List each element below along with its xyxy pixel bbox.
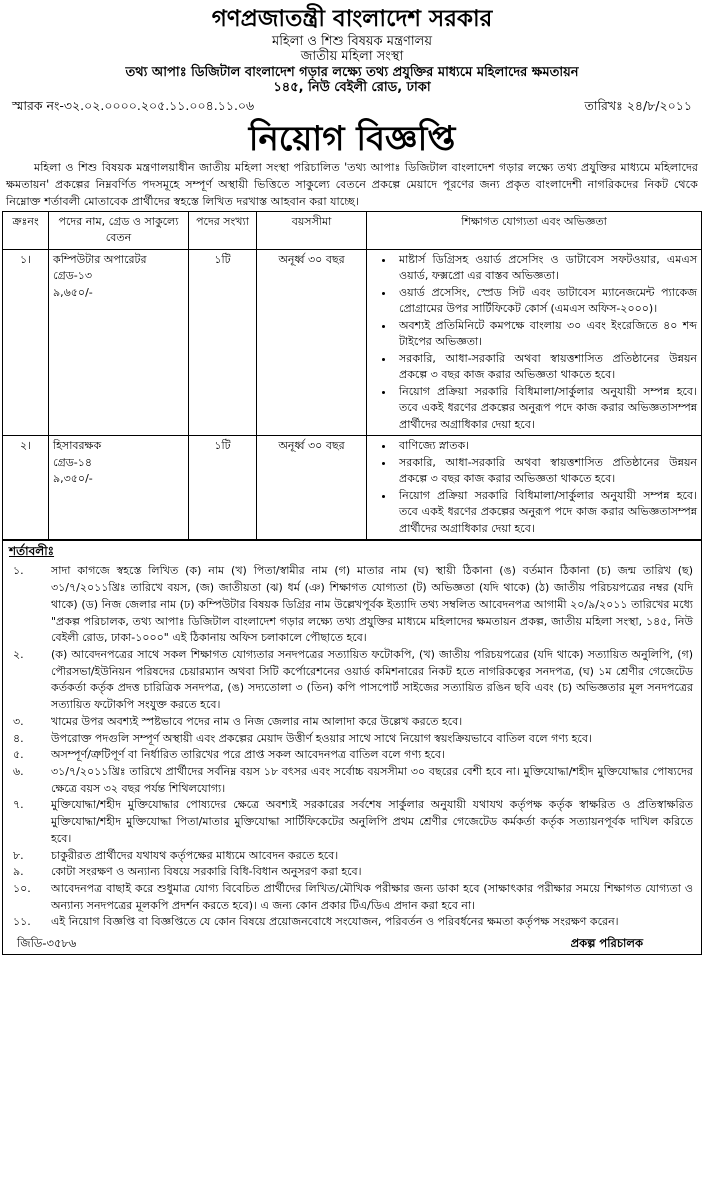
govt-title: গণপ্রজাতন্ত্রী বাংলাদেশ সরকার [211,6,493,32]
condition-number: ১. [13,564,24,578]
qualification-item: • সরকারি, আধা-সরকারি অথবা স্বায়ত্তশাসিত প্রতিষ্ঠানের উন্নয়ন প্রকল্পে ৩ বছর কাজ করার অভিজ্ঞতা থাকতে হবে। [395,455,697,488]
condition-item [3,864,701,881]
table-row [3,249,702,436]
notice-title: নিয়োগ বিজ্ঞপ্তি [248,118,456,159]
col-header-post: পদের নাম, গ্রেড ও সাকুল্যে বেতন [49,211,189,249]
qualification-item: • বাণিজ্যে স্নাতক। [395,438,697,455]
condition-number: ১০. [13,882,31,896]
gd-code: জিডি-৩৫৮৬ [17,936,77,951]
condition-number: ৪. [13,731,24,745]
post-grade: গ্রেড-১৪ [53,455,93,469]
condition-number: ৮. [13,848,24,862]
row-post-cell [49,249,189,436]
condition-text: কোটা সংরক্ষণ ও অন্যান্য বিষয়ে সরকারি বিধি-বিধান অনুসরণ করা হবে। [51,865,362,879]
condition-text: উপরোক্ত পদগুলি সম্পূর্ণ অস্থায়ী এবং প্রকল্পের মেয়াদ উত্তীর্ণ হওয়ার সাথে সাথে নিয়োগ স্বয়ংক্রিয়ভাবে বাতিল বলে গণ্য হবে। [51,731,592,745]
condition-item [3,714,701,731]
condition-text: খামের উপর অবশ্যই স্পষ্টভাবে পদের নাম ও নিজ জেলার নাম আলাদা করে উল্লেখ করতে হবে। [51,714,463,728]
condition-item [3,647,701,714]
row-post-cell [49,436,189,540]
condition-item [3,914,701,931]
qualification-item: • নিয়োগ প্রক্রিয়া সরকারি বিধিমালা/সার্কুলার অনুযায়ী সম্পন্ন হবে। তবে একই ধরণের প্রকল্পের অনুরূপ পদে কাজ করার অভিজ্ঞতাসম্পন্ন প্রার্থীদের অগ্রাধিকার দেয়া হবে। [395,488,697,538]
col-header-age: বয়সসীমা [257,211,367,249]
condition-number: ৯. [13,865,24,879]
condition-text: চাকুরীরত প্রার্থীদের যথাযথ কর্তৃপক্ষের মাধ্যমে আবেদন করতে হবে। [51,848,339,862]
condition-text: আবেদনপত্র বাছাই করে শুধুমাত্র যোগ্য বিবেচিত প্রার্থীদের লিখিত/মৌখিক পরীক্ষার জন্য ডাকা হবে (সাক্ষাৎকার পরীক্ষার সময়ে শিক্ষাগত যোগ্যতা ও অন্যান্য সনদপত্রের মূলকপি প্রদর্শন করতে হবে)। এ জন্য কোন প্রকার টিএ/ডিএ প্রদান করা হবে না। [51,882,693,912]
condition-item [3,764,701,797]
signatory: প্রকল্প পরিচালক [570,936,643,951]
project-name: তথ্য আপাঃ ডিজিটাল বাংলাদেশ গড়ার লক্ষ্যে তথ্য প্রযুক্তির মাধ্যমে মহিলাদের ক্ষমতায়ন [125,64,579,80]
condition-text: মুক্তিযোদ্ধা/শহীদ মুক্তিযোদ্ধার পোষ্যদের ক্ষেত্রে অবশ্যই সরকারের সর্বশেষ সার্কুলার অনুযায়ী যথাযথ কর্তৃপক্ষ কর্তৃক স্বাক্ষরিত ও প্রতিস্বাক্ষরিত মুক্তিযোদ্ধা/শহীদ মুক্তিযোদ্ধা পিতা/মাতার মুক্তিযোদ্ধা সার্টিফিকেটের অনুলিপি প্রথম শ্রেণীর গেজেটেড কর্মকর্তা কর্তৃক সত্যায়নপূর্বক দাখিল করিতে হবে। [51,798,693,845]
post-count: ১টি [189,249,257,436]
notice-footer [3,931,701,954]
office-address: ১৪৫, নিউ বেইলী রোড, ঢাকা [273,80,431,96]
org-name: জাতীয় মহিলা সংস্থা [300,49,404,65]
condition-text: ৩১/৭/২০১১খ্রিঃ তারিখে প্রার্থীদের সর্বনিম্ন বয়স ১৮ বৎসর এবং সর্বোচ্চ বয়সসীমা ৩০ বছরের বেশী হবে না। মুক্তিযোদ্ধা/শহীদ মুক্তিযোদ্ধার পোষ্যদের ক্ষেত্রে বয়স ৩২ বছর পর্যন্ত শিথিলযোগ্য। [51,764,693,795]
qualification-cell [367,249,702,436]
condition-text: এই নিয়োগ বিজ্ঞপ্তি বা বিজ্ঞপ্তিতে যে কোন বিষয়ে প্রয়োজনবোধে সংযোজন, পরিবর্তন ও পরিবর্ধনের ক্ষমতা কর্তৃপক্ষ সংরক্ষণ করেন। [51,915,619,929]
condition-number: ২. [13,647,24,661]
post-name: কম্পিউটার অপারেটর [53,252,147,266]
ministry-name: মহিলা ও শিশু বিষয়ক মন্ত্রণালয় [271,33,433,49]
condition-item [3,881,701,914]
row-sl: ২। [3,436,49,540]
qualification-list [371,438,697,537]
qualification-item: • অবশ্যই প্রতিমিনিটে কমপক্ষে বাংলায় ৩০ এবং ইংরেজিতে ৪০ শব্দ টাইপের অভিজ্ঞতা। [395,318,697,351]
condition-number: ৫. [13,748,24,762]
post-count: ১টি [189,436,257,540]
letterhead [0,0,704,96]
memo-number: স্মারক নং-৩২.০২.০০০০.২০৫.১১.০০৪.১১.০৬ [12,97,255,113]
memo-date: তারিখঃ ২৪/৮/২০১১ [584,97,692,113]
col-header-qualification: শিক্ষাগত যোগ্যতা এবং অভিজ্ঞতা [367,211,702,249]
post-salary: ৯,৬৫০/- [53,285,93,299]
condition-item [3,848,701,865]
condition-item [3,797,701,847]
age-limit: অনূর্ধ্ব ৩০ বছর [257,436,367,540]
row-sl: ১। [3,249,49,436]
condition-number: ১১. [13,915,31,929]
condition-text: (ক) আবেদনপত্রের সাথে সকল শিক্ষাগত যোগ্যতার সনদপত্রের সত্যায়িত ফটোকপি, (খ) জাতীয় পরিচয়পত্রের (যদি থাকে) সত্যায়িত অনুলিপি, (গ) পৌরসভা/ইউনিয়ন পরিষদের চেয়ারম্যান অথবা সিটি কর্পোরেশনের ওয়ার্ড কমিশনারের নিকট হতে নাগরিকত্বের সনদপত্র, (ঘ) ১ম শ্রেণীর গেজেটেড কর্তকর্তা কর্তৃক প্রদত্ত চারিত্রিক সনদপত্র, (ঙ) সদ্যতোলা ৩ (তিন) কপি পাসপোর্ট সাইজের সত্যায়িত রঙিন ছবি এবং (চ) অভিজ্ঞতার মূল সনদপত্রের সত্যায়িত ফটোকপি সংযুক্ত করতে হবে। [51,647,693,712]
condition-number: ৩. [13,714,24,728]
intro-paragraph: মহিলা ও শিশু বিষয়ক মন্ত্রণালয়াধীন জাতীয় মহিলা সংস্থা পরিচালিত 'তথ্য আপাঃ ডিজিটাল বাংলাদেশ গড়ার লক্ষ্যে তথ্য প্রযুক্তির মাধ্যমে মহিলাদের ক্ষমতায়ন' প্রকল্পের নিম্নবর্ণিত পদসমূহে সম্পূর্ণ অস্থায়ী ভিত্তিতে সাকুল্যে বেতনে প্রকল্পে মেয়াদে পূরণের জন্য প্রকৃত বাংলাদেশী নাগরিকদের নিকট থেকে নিম্নোক্ত শর্তাবলী মোতাবেক প্রার্থীদের স্বহস্তে লিখিত দরখাস্ত আহবান করা যাচ্ছে। [6,161,698,209]
memo-row [0,96,704,118]
col-header-sl: ক্রঃনং [3,211,49,249]
table-row [3,436,702,540]
condition-item [3,563,701,647]
condition-text: অসম্পূর্ণ/ত্রুটিপূর্ণ বা নির্ধারিত তারিখের পরে প্রাপ্ত সকল আবেদনপত্র বাতিল বলে গণ্য হবে। [51,748,445,762]
table-header-row [3,211,702,249]
condition-item [3,731,701,748]
post-grade: গ্রেড-১৩ [53,269,93,283]
condition-number: ৭. [13,798,24,812]
qualification-item: • মাষ্টার্স ডিগ্রিসহ ওয়ার্ড প্রসেসিং ও ডাটাবেস সফটওয়ার, এমএস ওয়ার্ড, ফক্সপ্রো এর বাস্তব অভিজ্ঞতা। [395,252,697,285]
posts-table [2,211,702,541]
condition-text: সাদা কাগজে স্বহস্তে লিখিত (ক) নাম (খ) পিতা/স্বামীর নাম (গ) মাতার নাম (ঘ) স্থায়ী ঠিকানা (ঙ) বর্তমান ঠিকানা (চ) জন্ম তারিখ (ছ) ৩১/৭/২০১১খ্রিঃ তারিখে বয়স, (জ) জাতীয়তা (ঝ) ধর্ম (ঞ) শিক্ষাগত যোগ্যতা (ট) অভিজ্ঞতা (যদি থাকে) (ঠ) জাতীয় পরিচয়পত্রের নম্বর (যদি থাকে) (ড) নিজ জেলার নাম (ঢ) কম্পিউটার বিষয়ক ডিগ্রির নাম উল্লেখপূর্বক ইত্যাদি তথ্য সম্বলিত আবেদনপত্র আগামী ২০/৯/২০১১ তারিখের মধ্যে "প্রকল্প পরিচালক, তথ্য আপাঃ ডিজিটাল বাংলাদেশ গড়ার লক্ষ্যে তথ্য প্রযুক্তির মাধ্যমে মহিলাদের ক্ষমতায়ন প্রকল্প, জাতীয় মহিলা সংস্থা, ১৪৫, নিউ বেইলী রোড, ঢাকা-১০০০" এই ঠিকানায় অফিস চলাকালে পৌছাতে হবে। [51,564,693,645]
age-limit: অনূর্ধ্ব ৩০ বছর [257,249,367,436]
conditions-heading: শর্তাবলীঃ [9,544,55,559]
qualification-list [371,252,697,434]
qualification-cell [367,436,702,540]
qualification-item: • ওয়ার্ড প্রসেসিং, স্প্রেড সিট এবং ডাটাবেস ম্যানেজমেন্ট প্যাকেজ প্রোগ্রামের উপর সার্টিফিকেট কোর্স (এমএস অফিস-২০০০)। [395,285,697,318]
post-salary: ৯,৩৫০/- [53,472,93,486]
col-header-count: পদের সংখ্যা [189,211,257,249]
qualification-item: • নিয়োগ প্রক্রিয়া সরকারি বিধিমালা/সার্কুলার অনুযায়ী সম্পন্ন হবে। তবে একই ধরণের প্রকল্পের অনুরূপ পদে কাজ করার অভিজ্ঞতাসম্পন্ন প্রার্থীদের অগ্রাধিকার দেয়া হবে। [395,384,697,434]
condition-number: ৬. [13,764,24,778]
qualification-item: • সরকারি, আধা-সরকারি অথবা স্বায়ত্তশাসিত প্রতিষ্ঠানের উন্নয়ন প্রকল্পে ৩ বছর কাজ করার অভিজ্ঞতা থাকতে হবে। [395,351,697,384]
condition-item [3,747,701,764]
post-name: হিসাবরক্ষক [53,439,102,453]
conditions-section [2,540,702,955]
